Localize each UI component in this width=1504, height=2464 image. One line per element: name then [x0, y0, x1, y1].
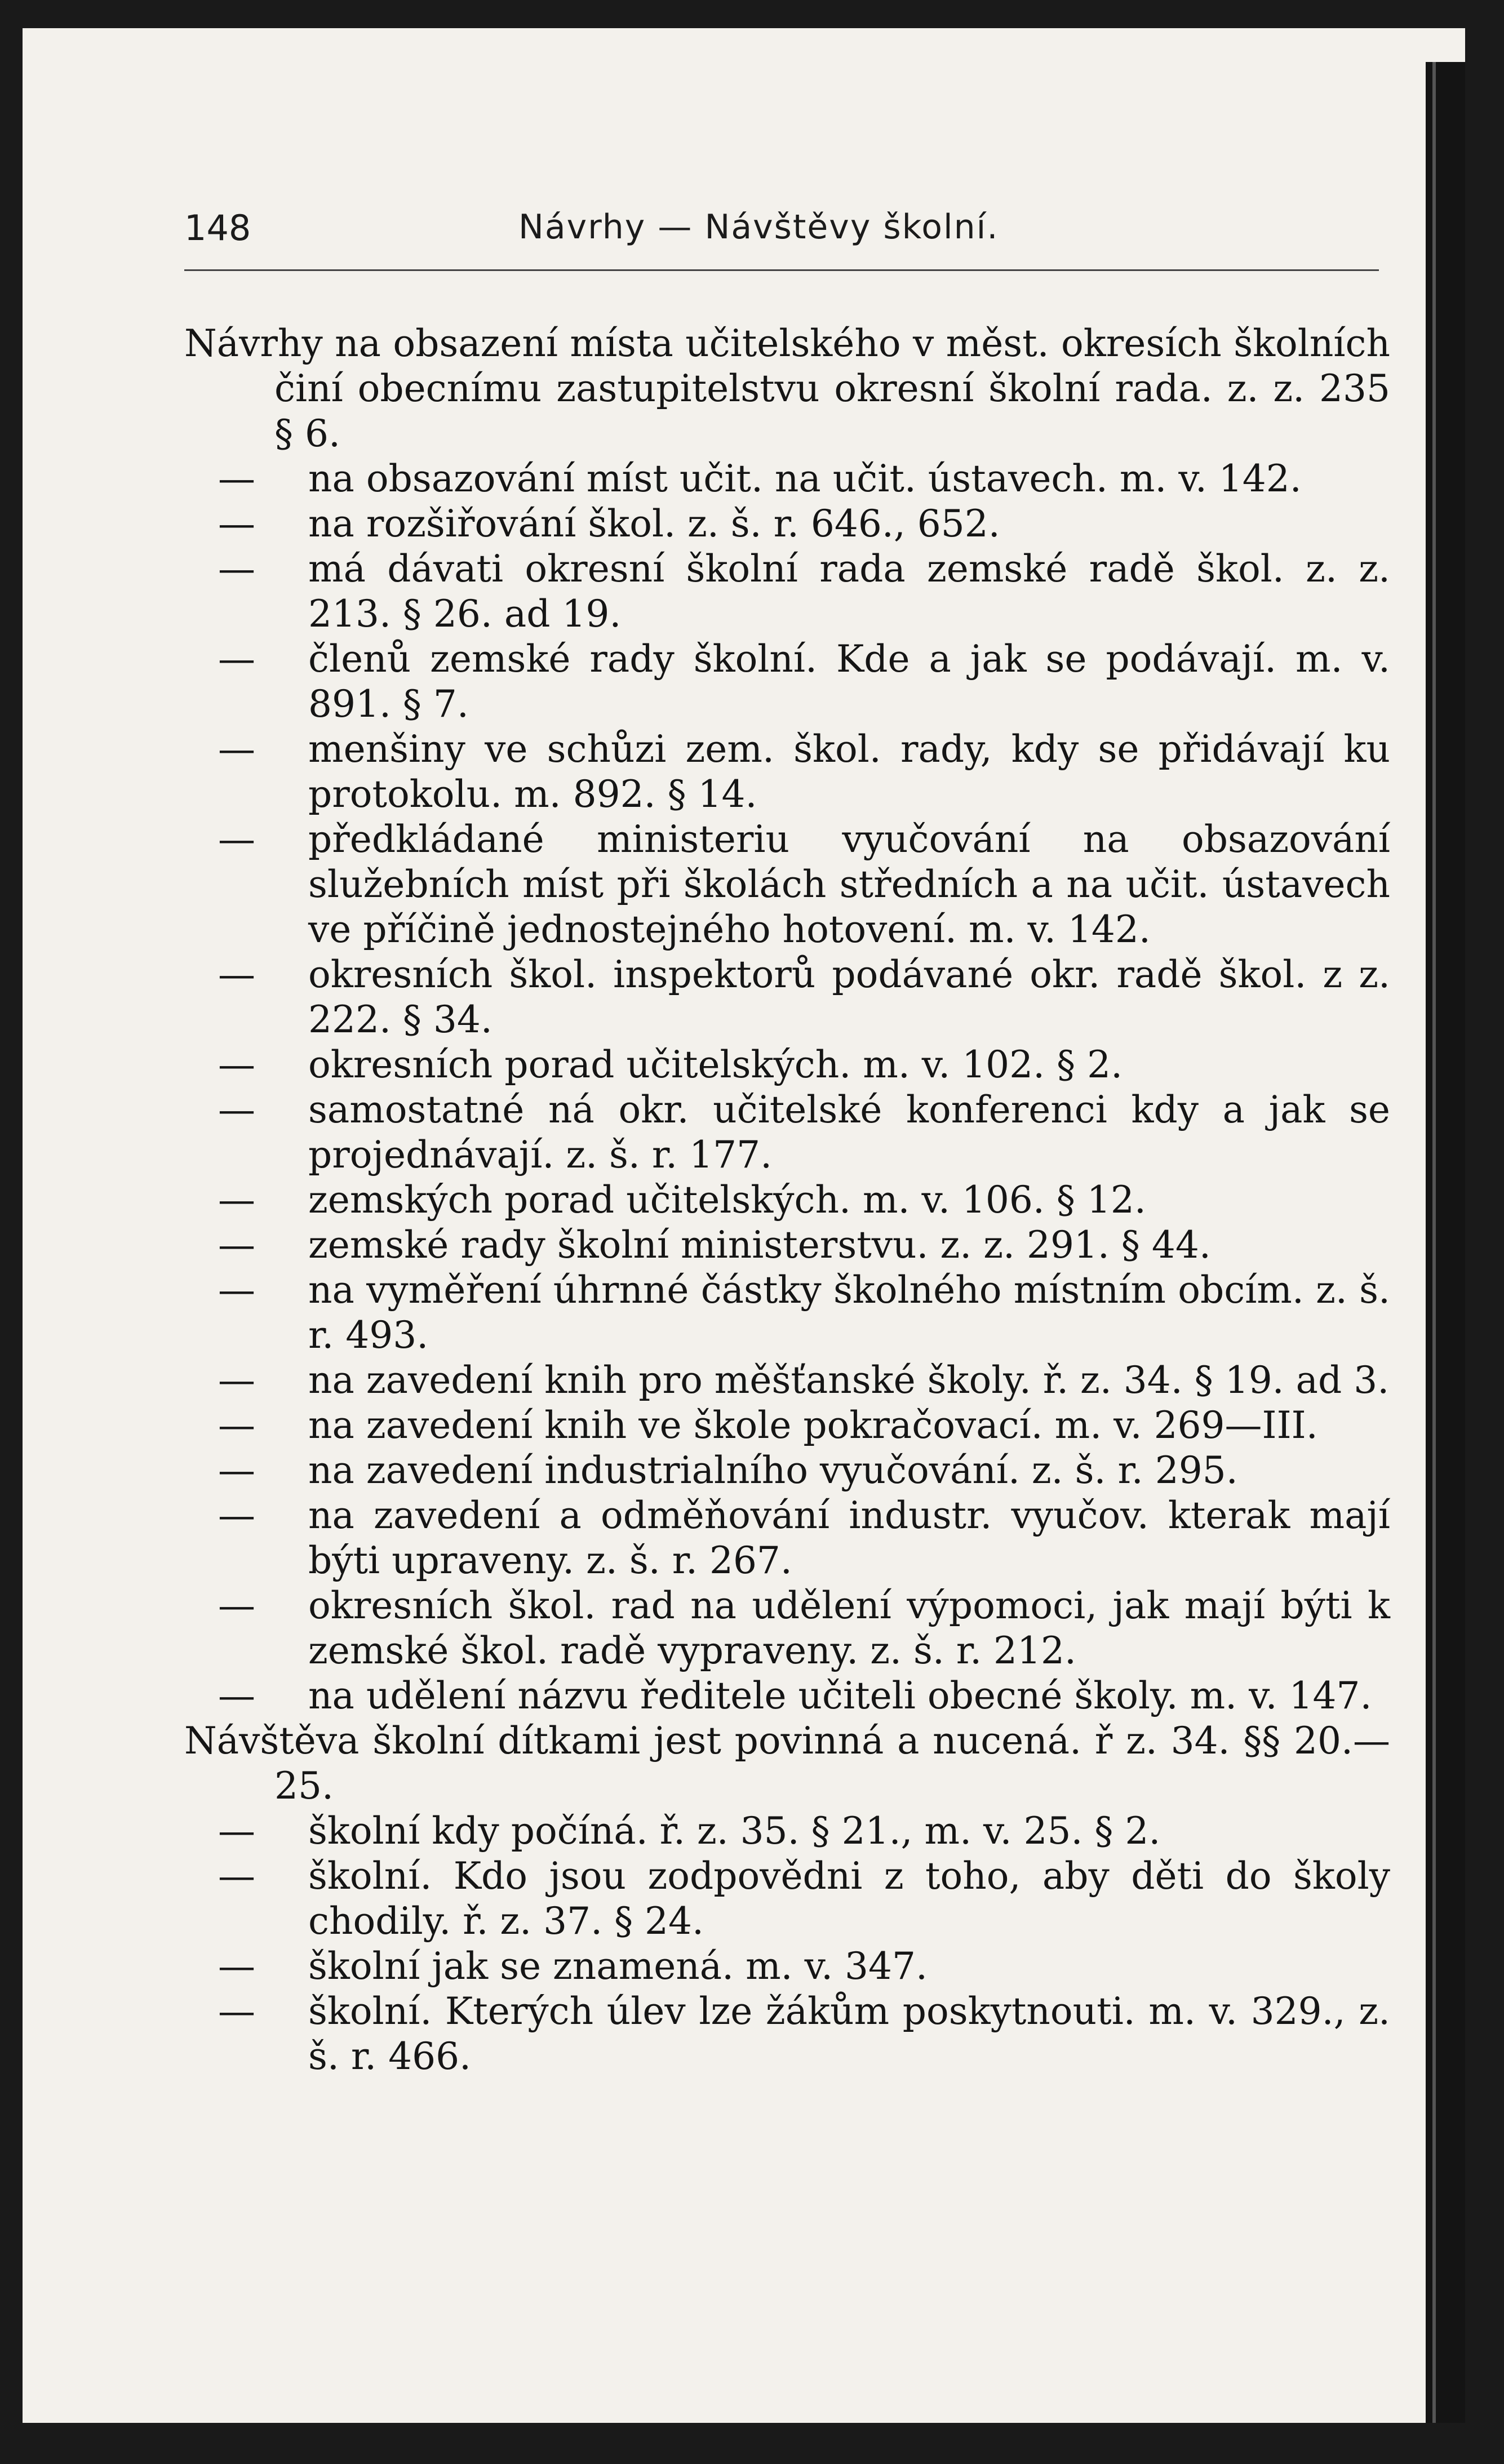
index-subentry: [184, 547, 1390, 637]
index-subentry: [184, 501, 1390, 547]
index-subentry: [184, 1493, 1390, 1583]
dash: —: [218, 1990, 255, 2033]
entry-text: na zavedení knih ve škole pokračovací. m. v. 269—III.: [308, 1404, 1318, 1447]
index-subentry: [184, 817, 1390, 952]
entry-text: zemských porad učitelských. m. v. 106. § 12.: [308, 1178, 1146, 1222]
index-entry: [184, 1719, 1390, 1809]
page-header: [23, 28, 1465, 276]
entry-text: zemské rady školní ministerstvu. z. z. 291. § 44.: [308, 1223, 1211, 1267]
index-subentry: [184, 952, 1390, 1042]
entry-text: na vyměření úhrnné částky školného místním obcím. z. š. r. 493.: [308, 1268, 1390, 1357]
index-subentry: [184, 1448, 1390, 1493]
dash: —: [218, 457, 255, 500]
dash: —: [218, 1043, 255, 1086]
index-subentry: [184, 1178, 1390, 1223]
entry-text: okresních škol. rad na udělení výpomoci, jak mají býti k zemské škol. radě vypraveny. z. š. r. 212.: [308, 1584, 1390, 1672]
index-subentry: [184, 1223, 1390, 1268]
entry-text: školní. Kterých úlev lze žákům poskytnouti. m. v. 329., z. š. r. 466.: [308, 1990, 1390, 2078]
book-page: [23, 28, 1465, 2423]
entry-text: na rozšiřování škol. z. š. r. 646., 652.: [308, 502, 1000, 545]
dash: —: [218, 1358, 255, 1402]
index-subentry: [184, 1358, 1390, 1403]
index-subentry: [184, 1944, 1390, 1989]
entry-text: Návštěva školní dítkami jest povinná a nucená. ř z. 34. §§ 20.—25.: [184, 1719, 1390, 1808]
dash: —: [218, 1674, 255, 1717]
page-number: 148: [184, 207, 251, 248]
entry-text: školní. Kdo jsou zodpovědni z toho, aby děti do školy chodily. ř. z. 37. § 24.: [308, 1854, 1390, 1943]
index-subentry: [184, 1268, 1390, 1358]
entry-text: menšiny ve schůzi zem. škol. rady, kdy se přidávají ku protokolu. m. 892. § 14.: [308, 727, 1390, 816]
entry-text: na zavedení industrialního vyučování. z. š. r. 295.: [308, 1449, 1238, 1492]
entry-text: předkládané ministeriu vyučování na obsazování služebních míst při školách středních a na učit. ústavech ve příčině jednostejného hotovení. m. v. 142.: [308, 818, 1390, 951]
index-subentry: [184, 1087, 1390, 1178]
dash: —: [218, 1178, 255, 1222]
index-subentry: [184, 1854, 1390, 1944]
index-entry: [184, 321, 1390, 456]
entry-text: na obsazování míst učit. na učit. ústavech. m. v. 142.: [308, 457, 1302, 500]
header-rule: [184, 269, 1379, 271]
index-subentry: [184, 456, 1390, 501]
entry-text: samostatné ná okr. učitelské konferenci kdy a jak se projednávají. z. š. r. 177.: [308, 1088, 1390, 1176]
entry-text: členů zemské rady školní. Kde a jak se podávají. m. v. 891. § 7.: [308, 637, 1390, 726]
index-subentry: [184, 1673, 1390, 1719]
index-entries: [184, 321, 1390, 2079]
entry-text: na zavedení a odměňování industr. vyučov. kterak mají býti upraveny. z. š. r. 267.: [308, 1494, 1390, 1582]
dash: —: [218, 953, 255, 996]
dash: —: [218, 818, 255, 861]
index-subentry: [184, 1989, 1390, 2079]
dash: —: [218, 1944, 255, 1988]
entry-text: školní jak se znamená. m. v. 347.: [308, 1944, 928, 1988]
index-subentry: [184, 1042, 1390, 1087]
dash: —: [218, 1854, 255, 1898]
index-subentry: [184, 1403, 1390, 1448]
page-edge-shadow: [1426, 62, 1465, 2423]
entry-text: Návrhy na obsazení místa učitelského v měst. okresích školních činí obecnímu zastupitelstvu okresní školní rada. z. z. 235 § 6.: [184, 322, 1390, 455]
dash: —: [218, 727, 255, 771]
dash: —: [218, 1223, 255, 1267]
entry-text: okresních porad učitelských. m. v. 102. § 2.: [308, 1043, 1123, 1086]
dash: —: [218, 1088, 255, 1131]
index-subentry: [184, 727, 1390, 817]
dash: —: [218, 547, 255, 591]
dash: —: [218, 1809, 255, 1853]
entry-text: školní kdy počíná. ř. z. 35. § 21., m. v. 25. § 2.: [308, 1809, 1161, 1853]
entry-text: má dávati okresní školní rada zemské radě škol. z. z. 213. § 26. ad 19.: [308, 547, 1390, 636]
dash: —: [218, 1584, 255, 1627]
dash: —: [218, 637, 255, 681]
dash: —: [218, 1494, 255, 1537]
entry-text: okresních škol. inspektorů podávané okr. radě škol. z z. 222. § 34.: [308, 953, 1390, 1041]
entry-text: na zavedení knih pro měšťanské školy. ř. z. 34. § 19. ad 3.: [308, 1358, 1390, 1402]
index-subentry: [184, 1583, 1390, 1673]
dash: —: [218, 1449, 255, 1492]
entry-text: na udělení názvu ředitele učiteli obecné školy. m. v. 147.: [308, 1674, 1372, 1717]
index-subentry: [184, 637, 1390, 727]
dash: —: [218, 502, 255, 545]
dash: —: [218, 1404, 255, 1447]
index-subentry: [184, 1809, 1390, 1854]
running-head: Návrhy — Návštěvy školní.: [518, 207, 999, 247]
dash: —: [218, 1268, 255, 1312]
